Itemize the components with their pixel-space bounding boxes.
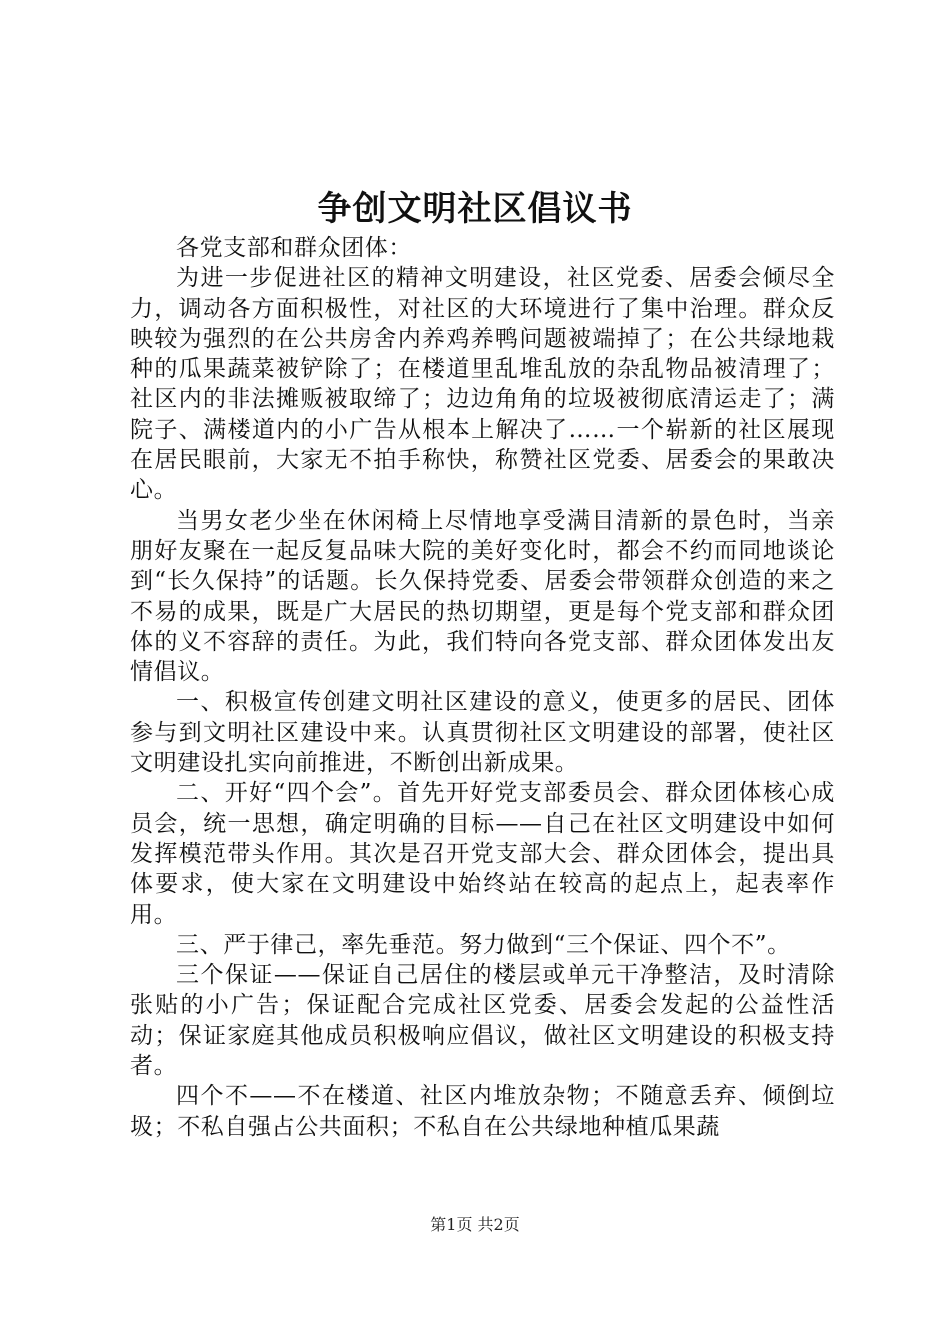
paragraph: 为进一步促进社区的精神文明建设，社区党委、居委会倾尽全力，调动各方面积极性，对社区的大环境进行了集中治理。群众反映较为强烈的在公共房舍内养鸡养鸭问题被端掉了；在公共绿地栽种的瓜果蔬菜被铲除了；在楼道里乱堆乱放的杂乱物品被清理了；社区内的非法摊贩被取缔了；边边角角的垃圾被彻底清运走了；满院子、满楼道内的小广告从根本上解决了……一个崭新的社区展现在居民眼前，大家无不拍手称快，称赞社区党委、居委会的果敢决心。	[130, 265, 835, 504]
paragraph: 二、开好“四个会”。首先开好党支部委员会、群众团体核心成员会，统一思想，确定明确的目标——自己在社区文明建设中如何发挥模范带头作用。其次是召开党支部大会、群众团体会，提出具体要求，使大家在文明建设中始终站在较高的起点上，起表率作用。	[130, 780, 835, 928]
document-title: 争创文明社区倡议书	[317, 189, 633, 229]
paragraph: 四个不——不在楼道、社区内堆放杂物；不随意丢弃、倾倒垃圾；不私自强占公共面积；不私自在公共绿地种植瓜果蔬	[130, 1083, 835, 1140]
document-body	[130, 233, 835, 1142]
paragraph: 三个保证——保证自己居住的楼层或单元干净整洁，及时清除张贴的小广告；保证配合完成社区党委、居委会发起的公益性活动；保证家庭其他成员积极响应倡议，做社区文明建设的积极支持者。	[130, 962, 835, 1080]
page-footer: 第1页 共2页	[430, 1215, 520, 1234]
paragraph: 一、积极宣传创建文明社区建设的意义，使更多的居民、团体参与到文明社区建设中来。认真贯彻社区文明建设的部署，使社区文明建设扎实向前推进，不断创出新成果。	[130, 689, 835, 777]
paragraph: 当男女老少坐在休闲椅上尽情地享受满目清新的景色时，当亲朋好友聚在一起反复品味大院的美好变化时，都会不约而同地谈论到“长久保持”的话题。长久保持党委、居委会带领群众创造的来之不易的成果，既是广大居民的热切期望，更是每个党支部和群众团体的义不容辞的责任。为此，我们特向各党支部、群众团体发出友情倡议。	[130, 507, 835, 686]
paragraph: 三、严于律己，率先垂范。努力做到“三个保证、四个不”。	[176, 931, 791, 958]
greeting: 各党支部和群众团体：	[176, 235, 412, 261]
